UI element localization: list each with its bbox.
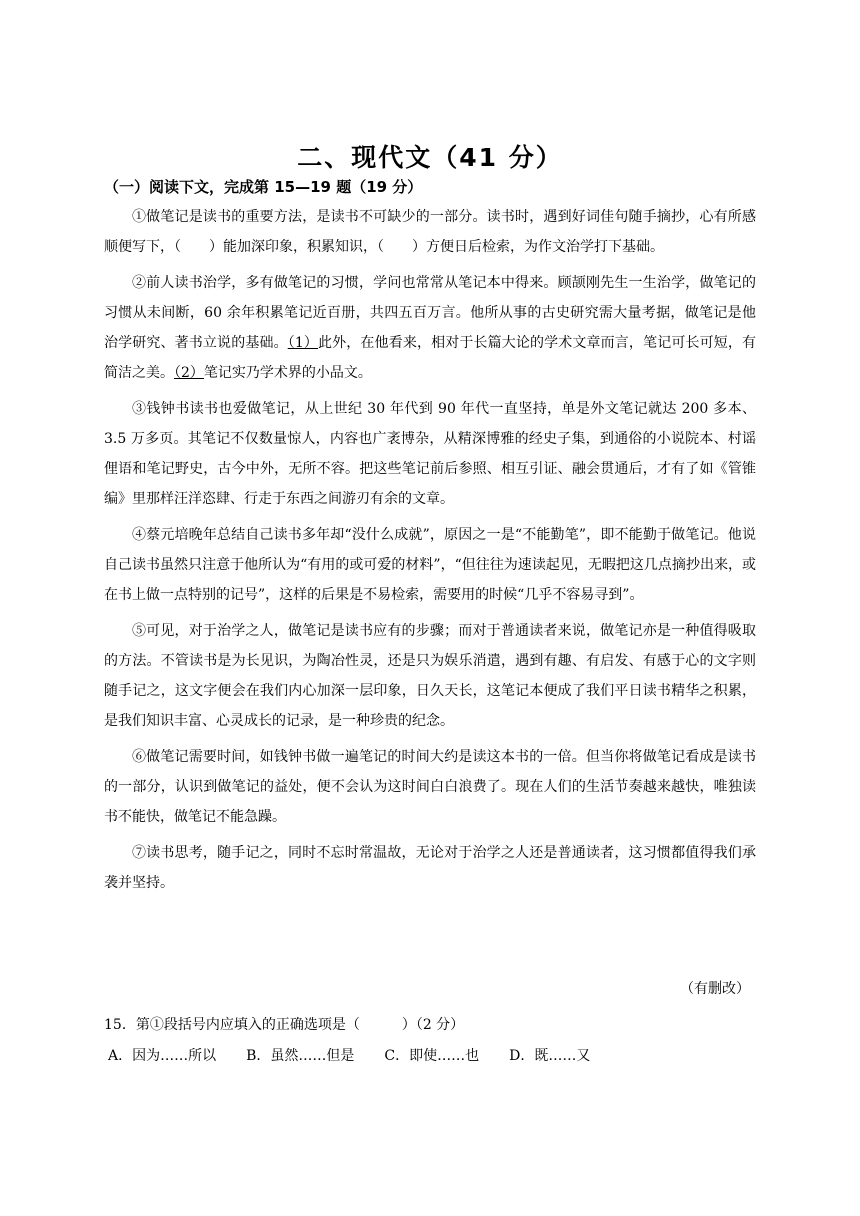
option-a: A．因为……所以 bbox=[108, 1048, 217, 1064]
paragraph-4: ④蔡元培晚年总结自己读书多年却“没什么成就”，原因之一是“不能勤笔”，即不能勤于做笔记。他说自己读书虽然只注意于他所认为“有用的或可爱的材料”，“但往往为速读起见，无暇把这几点摘抄出来，或在书上做一点特别的记号”，这样的后果是不易检索，需要用的时候“几乎不容易寻到”。 bbox=[104, 527, 756, 603]
source-note: （有删改） bbox=[680, 981, 750, 997]
section-title: 二、现代文（41 分） bbox=[297, 143, 563, 172]
subsection-title: （一）阅读下文，完成第 15—19 题（19 分） bbox=[104, 178, 423, 196]
option-b: B．虽然……但是 bbox=[246, 1048, 355, 1064]
paragraph-2-part-b: 此外，在他看来，相对于长篇大论的学术文章而言，笔记可长可短，有简洁之美。 bbox=[104, 335, 756, 381]
paragraph-2-part-a: ②前人读书治学，多有做笔记的习惯，学问也常常从笔记本中得来。顾颉刚先生一生治学，做笔记的习惯从未间断，60 余年积累笔记近百册，共四五百万言。他所从事的古史研究需大量考据，做笔记是他治学研究、著书立说的基础。 bbox=[104, 275, 756, 351]
option-d: D．既……又 bbox=[509, 1048, 591, 1064]
paragraph-3: ③钱钟书读书也爱做笔记，从上世纪 30 年代到 90 年代一直坚持，单是外文笔记就达 200 多本、3.5 万多页。其笔记不仅数量惊人，内容也广袤博杂，从精深博雅的经史子集，到通俗的小说院本、村谣俚语和笔记野史，古今中外，无所不容。把这些笔记前后参照、相互引证、融会贯通后，才有了如《管锥编》里那样汪洋恣肆、行走于东西之间游刃有余的文章。 bbox=[104, 401, 756, 507]
paragraph-6: ⑥做笔记需要时间，如钱钟书做一遍笔记的时间大约是读这本书的一倍。但当你将做笔记看成是读书的一部分，认识到做笔记的益处，便不会认为这时间白白浪费了。现在人们的生活节奏越来越快，唯独读书不能快，做笔记不能急躁。 bbox=[104, 749, 756, 825]
paragraph-2-part-c: 笔记实乃学术界的小品文。 bbox=[203, 365, 372, 381]
blank-marker-2: （2） bbox=[174, 365, 204, 381]
paragraph-2 bbox=[104, 268, 756, 388]
paragraph-7: ⑦读书思考，随手记之，同时不忘时常温故，无论对于治学之人还是普通读者，这习惯都值得我们承袭并坚持。 bbox=[104, 845, 756, 891]
question-15-stem: 15．第①段括号内应填入的正确选项是（ ）（2 分） bbox=[104, 1017, 465, 1033]
question-15-options bbox=[108, 1045, 590, 1065]
paragraph-5: ⑤可见，对于治学之人，做笔记是读书应有的步骤；而对于普通读者来说，做笔记亦是一种值得吸取的方法。不管读书是为长见识，为陶冶性灵，还是只为娱乐消遣，遇到有趣、有启发、有感于心的文字则随手记之，这文字便会在我们内心加深一层印象，日久天长，这笔记本便成了我们平日读书精华之积累，是我们知识丰富、心灵成长的记录，是一种珍贵的纪念。 bbox=[104, 623, 756, 729]
reading-passage bbox=[104, 202, 756, 904]
blank-marker-1: （1） bbox=[287, 335, 319, 351]
option-c: C．即使……也 bbox=[384, 1048, 480, 1064]
paragraph-1: ①做笔记是读书的重要方法，是读书不可缺少的一部分。读书时，遇到好词佳句随手摘抄，心有所感顺便写下，（ ）能加深印象，积累知识，（ ）方便日后检索，为作文治学打下基础。 bbox=[104, 209, 756, 255]
